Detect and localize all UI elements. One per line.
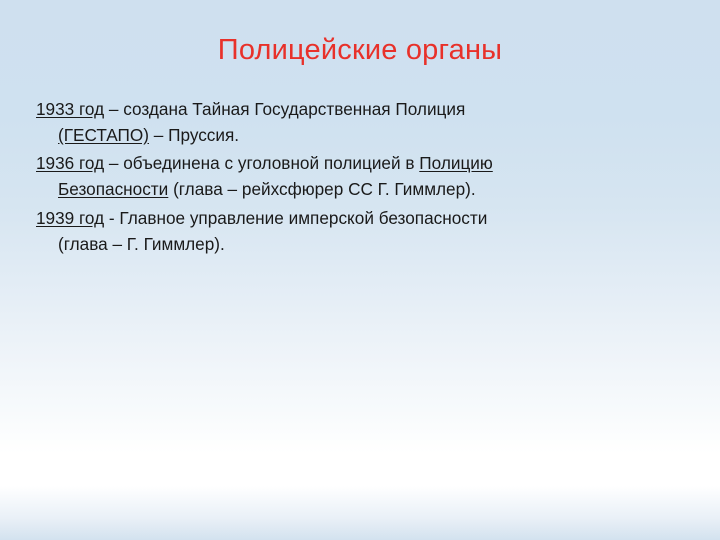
paragraph-1939-line1-text: - Главное управление имперской безопасности (104, 207, 488, 228)
paragraph-1936 (36, 150, 688, 202)
paragraph-1936-line1-text: – объединена с уголовной полицией в (104, 153, 420, 174)
year-label-1939: 1939 год (36, 207, 105, 228)
paragraph-1933-line1-text: – создана Тайная Государственная Полиция (104, 99, 466, 119)
paragraph-1933-line2-text: – Пруссия. (148, 125, 240, 146)
year-label-1933: 1933 год (36, 99, 105, 119)
page-title: Полицейские органы (217, 34, 503, 66)
paragraph-1933 (36, 96, 688, 148)
gestapo-label: (ГЕСТАПО) (58, 125, 149, 146)
year-label-1936: 1936 год (36, 153, 105, 174)
paragraph-1939 (36, 205, 688, 257)
police-security-label-part1: Полицию (419, 153, 493, 174)
slide-body (36, 96, 688, 259)
police-security-label-part2: Безопасности (58, 179, 169, 200)
paragraph-1936-line2-text: (глава – рейхсфюрер СС Г. Гиммлер). (168, 179, 476, 200)
paragraph-1939-line2-text: (глава – Г. Гиммлер). (58, 233, 225, 254)
